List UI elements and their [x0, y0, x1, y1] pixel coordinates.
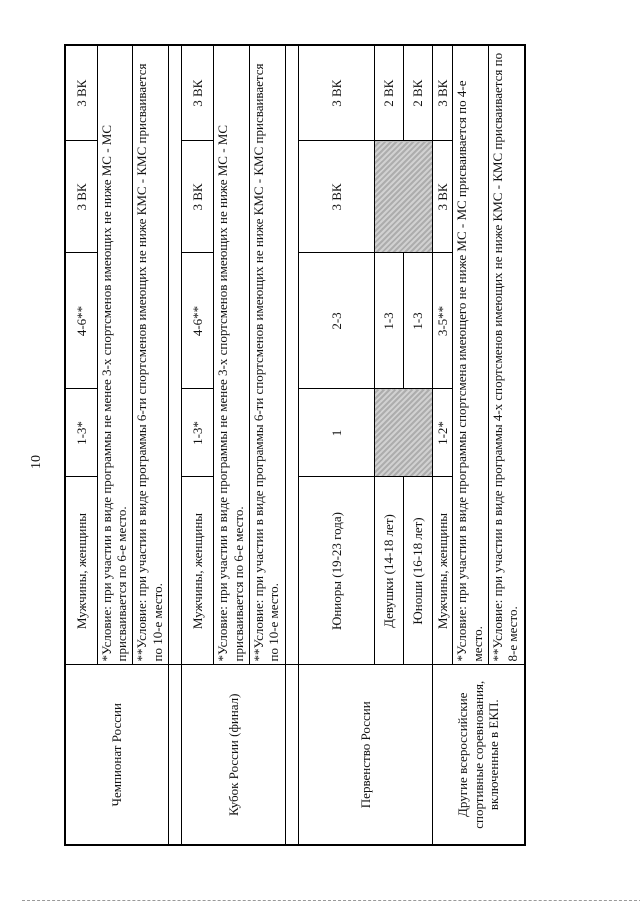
group-cell: Юноши (16-18 лет): [403, 477, 432, 665]
category-cell: 3 ВК: [182, 45, 214, 141]
page-number: 10: [29, 455, 44, 469]
places-cell: 1-3*: [182, 389, 214, 477]
spacer-cell: [285, 45, 298, 665]
places-cell: 2-3: [298, 253, 374, 389]
places-cell: 4-6**: [65, 253, 97, 389]
page-bottom-edge: [22, 900, 640, 901]
spacer-cell: [285, 665, 298, 845]
shaded-empty-cell: [374, 141, 432, 253]
places-cell: 3-5**: [432, 253, 452, 389]
category-cell: 3 ВК: [182, 141, 214, 253]
category-cell: 2 ВК: [374, 45, 403, 141]
spacer-row: [285, 45, 298, 845]
group-cell: Мужчины, женщины: [65, 477, 97, 665]
condition-note: *Условие: при участии в виде программы не менее 3-х спортсменов имеющих не ниже МС - МС присваивается по 6-е место.: [214, 45, 250, 665]
places-cell: 1: [298, 389, 374, 477]
places-cell: 1-2*: [432, 389, 452, 477]
event-name-other-competitions: Другие всероссийские спортивные соревнования, включенные в ЕКП.: [432, 665, 525, 845]
condition-note: **Условие: при участии в виде программы 4-х спортсменов имеющих не ниже КМС - КМС присваивается по 8-е место.: [489, 45, 525, 665]
table-row: [182, 45, 214, 845]
category-cell: 3 ВК: [65, 141, 97, 253]
condition-note: *Условие: при участии в виде программы не менее 3-х спортсменов имеющих не ниже МС - МС присваивается по 6-е место.: [97, 45, 133, 665]
category-cell: 3 ВК: [432, 141, 452, 253]
group-cell: Юниоры (19-23 года): [298, 477, 374, 665]
spacer-cell: [169, 665, 182, 845]
category-cell: 2 ВК: [403, 45, 432, 141]
sports-category-table: [64, 44, 526, 846]
event-name-championship: Чемпионат России: [65, 665, 169, 845]
places-cell: 1-3: [403, 253, 432, 389]
group-cell: Мужчины, женщины: [432, 477, 452, 665]
condition-note: *Условие: при участии в виде программы спортсмена имеющего не ниже МС - МС присваивается по 4-е место.: [453, 45, 489, 665]
spacer-row: [169, 45, 182, 845]
group-cell: Мужчины, женщины: [182, 477, 214, 665]
condition-note: **Условие: при участии в виде программы 6-ти спортсменов имеющих не ниже КМС - КМС присваивается по 10-е место.: [250, 45, 286, 665]
event-name-cup: Кубок России (финал): [182, 665, 286, 845]
spacer-cell: [169, 45, 182, 665]
category-cell: 3 ВК: [298, 45, 374, 141]
table-row: [298, 45, 374, 845]
rotated-table-container: [64, 46, 526, 846]
places-cell: 1-3: [374, 253, 403, 389]
table-row: [65, 45, 97, 845]
condition-note: **Условие: при участии в виде программы 6-ти спортсменов имеющих не ниже КМС - КМС присваивается по 10-е место.: [133, 45, 169, 665]
places-cell: 4-6**: [182, 253, 214, 389]
category-cell: 3 ВК: [298, 141, 374, 253]
category-cell: 3 ВК: [65, 45, 97, 141]
category-cell: 3 ВК: [432, 45, 452, 141]
table-row: [432, 45, 452, 845]
group-cell: Девушки (14-18 лет): [374, 477, 403, 665]
places-cell: 1-3*: [65, 389, 97, 477]
event-name-junior-championship: Первенство России: [298, 665, 432, 845]
shaded-empty-cell: [374, 389, 432, 477]
